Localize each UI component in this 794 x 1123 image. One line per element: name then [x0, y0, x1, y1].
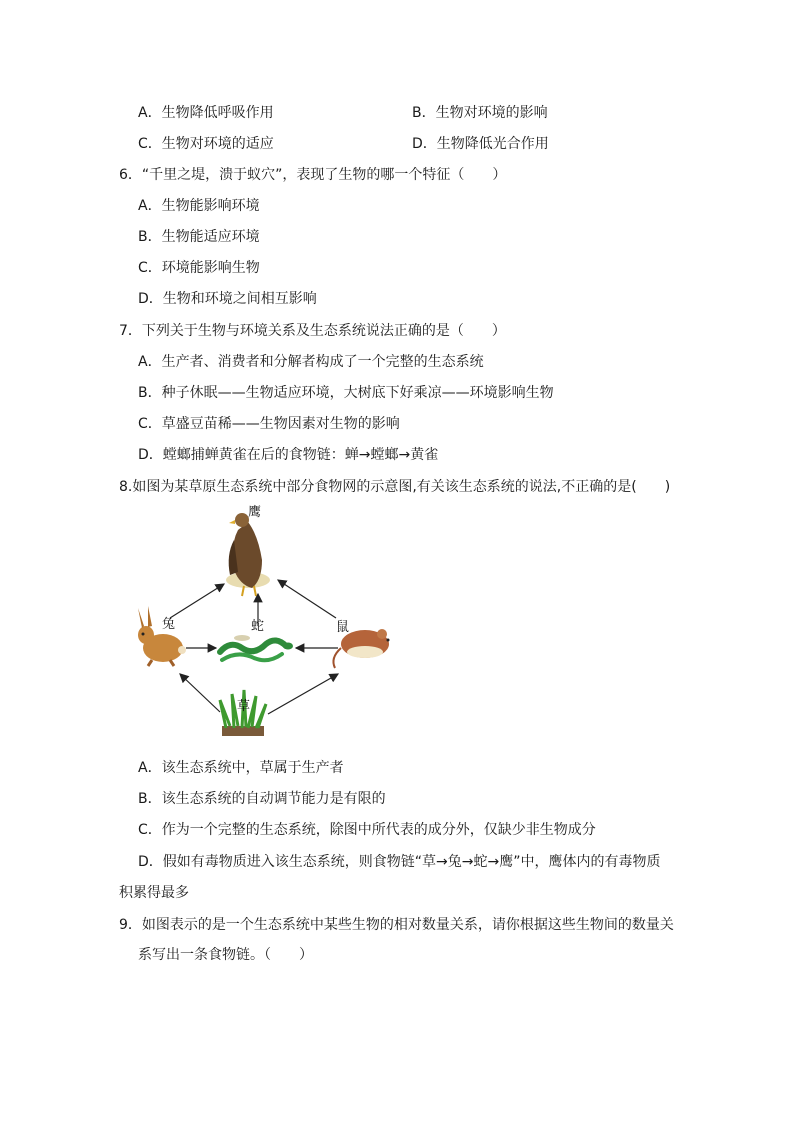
q7-option-c: C．草盛豆苗稀——生物因素对生物的影响 [138, 416, 400, 432]
arrow-grass-rabbit [180, 674, 220, 712]
q7-option-b: B．种子休眠——生物适应环境，大树底下好乘凉——环境影响生物 [138, 385, 554, 401]
q5-option-c: C．生物对环境的适应 [138, 136, 274, 152]
q8-option-d-continued: 积累得最多 [119, 885, 189, 901]
q6-option-d: D．生物和环境之间相互影响 [138, 291, 317, 307]
q5-option-b: B．生物对环境的影响 [412, 105, 548, 121]
q6-stem: 6．“千里之堤，溃于蚁穴”，表现了生物的哪一个特征（ ） [119, 167, 507, 183]
q9-stem: 9．如图表示的是一个生态系统中某些生物的相对数量关系，请你根据这些生物间的数量关 [119, 917, 674, 933]
q8-option-d: D．假如有毒物质进入该生态系统，则食物链“草→兔→蛇→鹰”中，鹰体内的有毒物质 [138, 854, 661, 870]
q8-stem: 8.如图为某草原生态系统中部分食物网的示意图,有关该生态系统的说法,不正确的是( ) [119, 479, 671, 495]
label-grass: 草 [237, 699, 251, 714]
snake-icon [220, 635, 293, 660]
q5-option-a: A．生物降低呼吸作用 [138, 105, 274, 121]
q8-option-b: B．该生态系统的自动调节能力是有限的 [138, 791, 386, 807]
q8-option-a: A．该生态系统中，草属于生产者 [138, 760, 344, 776]
q7-stem: 7．下列关于生物与环境关系及生态系统说法正确的是（ ） [119, 323, 506, 339]
q7-option-d: D．螳螂捕蝉黄雀在后的食物链：蝉→螳螂→黄雀 [138, 447, 439, 463]
arrow-rabbit-eagle [170, 584, 224, 618]
q6-option-c: C．环境能影响生物 [138, 260, 260, 276]
label-snake: 蛇 [251, 619, 265, 634]
arrow-mouse-eagle [278, 580, 336, 618]
q8-option-c: C．作为一个完整的生态系统，除图中所代表的成分外，仅缺少非生物成分 [138, 822, 596, 838]
q7-option-a: A．生产者、消费者和分解者构成了一个完整的生态系统 [138, 354, 484, 370]
label-mouse: 鼠 [336, 620, 350, 635]
label-eagle: 鹰 [248, 505, 262, 520]
q5-option-d: D．生物降低光合作用 [412, 136, 549, 152]
arrow-grass-mouse [268, 674, 338, 714]
eagle-icon [226, 513, 270, 596]
q6-option-b: B．生物能适应环境 [138, 229, 260, 245]
food-web-diagram [130, 500, 400, 750]
q6-option-a: A．生物能影响环境 [138, 198, 260, 214]
label-rabbit: 兔 [162, 617, 176, 632]
rabbit-icon [138, 606, 186, 666]
q9-stem-continued: 系写出一条食物链。（ ） [138, 947, 313, 963]
